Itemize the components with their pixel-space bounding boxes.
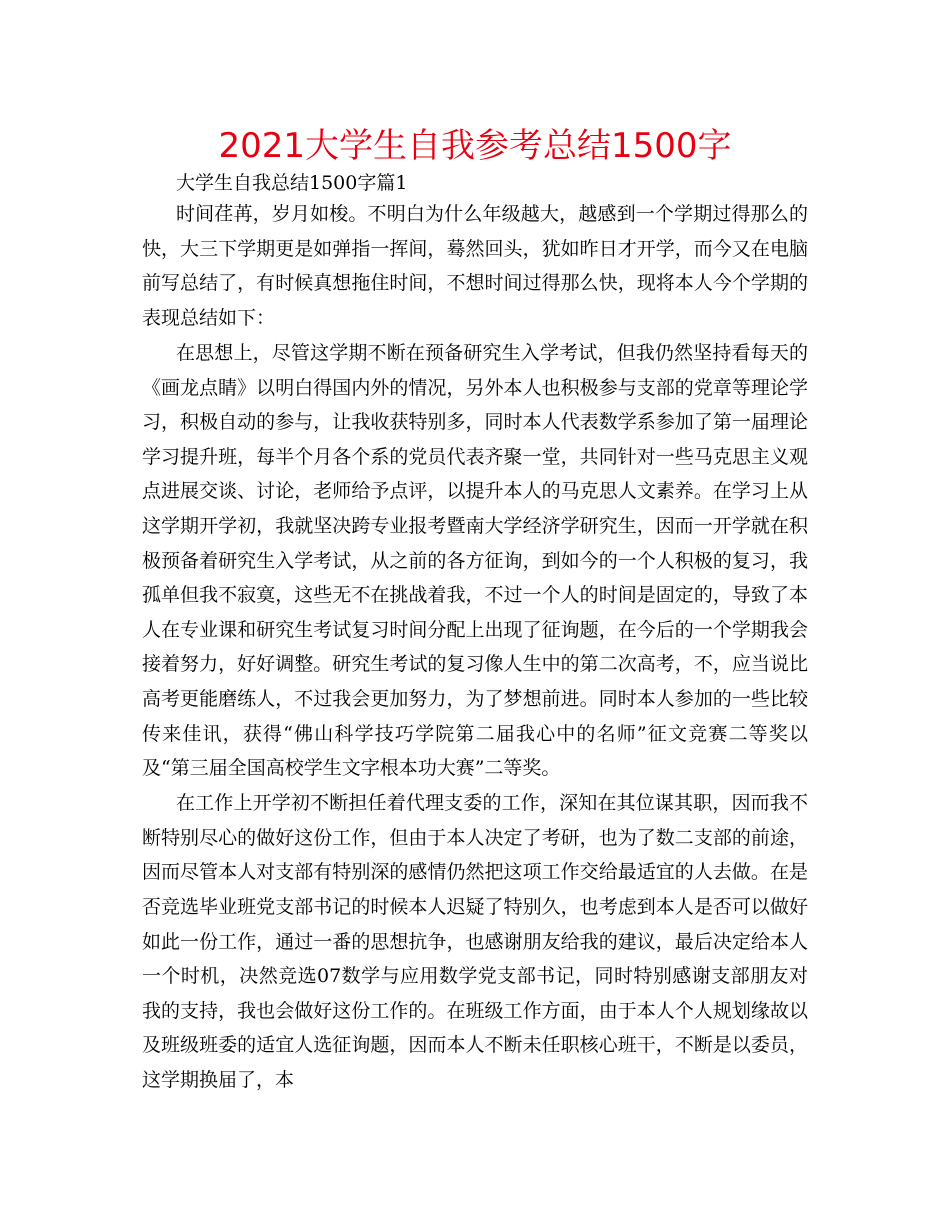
document-title: 2021大学生自我参考总结1500字	[218, 126, 732, 166]
document-subtitle: 大学生自我总结1500字篇1	[176, 172, 408, 194]
document-body	[142, 197, 808, 1098]
paragraph-intro: 时间荏苒，岁月如梭。不明白为什么年级越大，越感到一个学期过得那么的快，大三下学期更是如弹指一挥间，蓦然回头，犹如昨日才开学，而今又在电脑前写总结了，有时候真想拖住时间，不想时间过得那么快，现将本人今个学期的表现总结如下：	[142, 203, 808, 329]
paragraph-work: 在工作上开学初不断担任着代理支委的工作，深知在其位谋其职，因而我不断特别尽心的做好这份工作，但由于本人决定了考研，也为了数二支部的前途，因而尽管本人对支部有特别深的感情仍然把这项工作交给最适宜的人去做。在是否竞选毕业班党支部书记的时候本人迟疑了特别久，也考虑到本人是否可以做好如此一份工作，通过一番的思想抗争，也感谢朋友给我的建议，最后决定给本人一个时机，决然竞选07数学与应用数学党支部书记，同时特别感谢支部朋友对我的支持，我也会做好这份工作的。在班级工作方面，由于本人个人规划缘故以及班级班委的适宜人选征询题，因而本人不断未任职核心班干，不断是以委员，这学期换届了，本	[142, 792, 808, 1092]
paragraph-thought-study: 在思想上，尽管这学期不断在预备研究生入学考试，但我仍然坚持看每天的《画龙点睛》以明白得国内外的情况，另外本人也积极参与支部的党章等理论学习，积极自动的参与，让我收获特别多，同时本人代表数学系参加了第一届理论学习提升班，每半个月各个系的党员代表齐聚一堂，共同针对一些马克思主义观点进展交谈、讨论，老师给予点评，以提升本人的马克思人文素养。在学习上从这学期开学初，我就坚决跨专业报考暨南大学经济学研究生，因而一开学就在积极预备着研究生入学考试，从之前的各方征询，到如今的一个人积极的复习，我孤单但我不寂寞，这些无不在挑战着我，不过一个人的时间是固定的，导致了本人在专业课和研究生考试复习时间分配上出现了征询题，在今后的一个学期我会接着努力，好好调整。研究生考试的复习像人生中的第二次高考，不，应当说比高考更能磨练人，不过我会更加努力，为了梦想前进。同时本人参加的一些比较传来佳讯，获得“佛山科学技巧学院第二届我心中的名师”征文竞赛二等奖以及“第三届全国高校学生文字根本功大赛”二等奖。	[142, 341, 808, 780]
